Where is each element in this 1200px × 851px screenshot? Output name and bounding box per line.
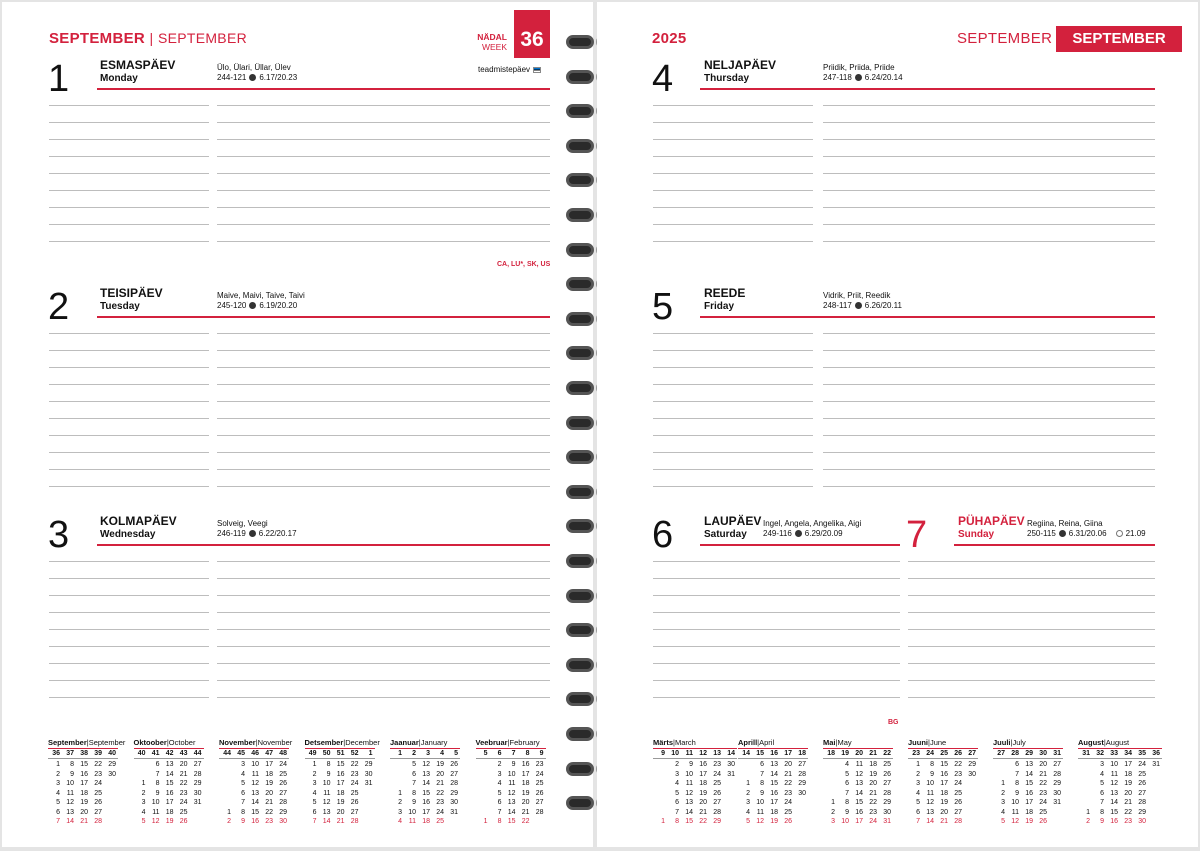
mini-calendar-weeks: 5 6 7 8 9 xyxy=(483,750,544,757)
mini-calendar-title: Jaanuar|January xyxy=(390,738,448,747)
writing-line xyxy=(908,663,1155,664)
writing-line xyxy=(908,578,1155,579)
mini-calendar-row-days: 6 13 20 27 xyxy=(845,780,891,787)
mini-calendar-row-days: 4 11 18 25 xyxy=(845,761,891,768)
mini-calendar-row-days: 5 12 19 26 xyxy=(675,789,721,797)
mini-calendar-title: Aprill|April xyxy=(738,738,775,747)
mini-calendar-row-days: 2 9 16 23 30 xyxy=(398,799,458,806)
writing-line xyxy=(823,241,1155,242)
mini-calendar-row-days: 6 13 20 27 xyxy=(412,770,458,778)
writing-line xyxy=(653,190,813,191)
sunrise-icon xyxy=(249,74,256,81)
writing-line xyxy=(908,595,1155,596)
mini-calendar-row-days: 6 13 20 27 xyxy=(241,789,287,797)
mini-calendar-weeks: 23 24 25 26 27 xyxy=(912,750,976,757)
mini-calendar-row-days: 2 9 16 23 30 xyxy=(1086,818,1146,825)
mini-calendar-row-days: 7 14 21 28 xyxy=(845,789,891,797)
writing-line xyxy=(823,333,1155,334)
mini-calendar-row-days: 1 8 15 22 29 xyxy=(746,780,806,787)
mini-calendar-row-days: 1 8 15 22 29 xyxy=(1086,808,1146,816)
day-divider xyxy=(700,544,900,546)
writing-line xyxy=(217,207,550,208)
mini-calendar-row-days: 1 8 15 22 29 xyxy=(227,808,287,816)
day-name-et: ESMASPÄEV xyxy=(100,58,176,72)
mini-calendar-month xyxy=(476,738,546,827)
writing-line xyxy=(217,333,550,334)
day-info: 249-116 6.29/20.09 xyxy=(763,529,843,538)
mini-calendar-weeks: 14 15 16 17 18 xyxy=(742,750,806,757)
day-name-en: Saturday xyxy=(704,529,747,540)
writing-line xyxy=(49,469,209,470)
mini-calendar-row-days: 5 12 19 26 xyxy=(141,818,188,825)
namedays: Ülo, Ülari, Üllar, Ülev xyxy=(217,63,291,72)
mini-calendar-row-days: 2 9 16 23 xyxy=(497,761,544,768)
mini-calendar-row-days: 4 11 18 25 xyxy=(141,808,188,816)
mini-calendar-row-days: 1 8 15 22 29 xyxy=(831,799,891,806)
mini-calendar-row-days: 5 12 19 26 xyxy=(497,789,544,797)
writing-line xyxy=(908,612,1155,613)
writing-line xyxy=(217,139,550,140)
namedays: Ingel, Angela, Angelika, Aigi xyxy=(763,519,862,528)
writing-line xyxy=(217,241,550,242)
writing-line xyxy=(217,418,550,419)
mini-calendar-row-days: 2 9 16 23 30 xyxy=(56,770,116,778)
day-name-et: KOLMAPÄEV xyxy=(100,514,177,528)
writing-line xyxy=(823,384,1155,385)
mini-calendar-month xyxy=(219,738,292,827)
mini-calendar-row-days: 1 8 15 22 29 xyxy=(56,761,116,768)
writing-line xyxy=(217,612,550,613)
namedays: Solveig, Veegi xyxy=(217,519,268,528)
sunrise-icon xyxy=(795,530,802,537)
writing-line xyxy=(653,663,900,664)
mini-calendar-row-days: 7 14 21 28 xyxy=(56,818,102,825)
mini-calendar-title: September|September xyxy=(48,738,126,747)
writing-line xyxy=(823,122,1155,123)
writing-line xyxy=(908,680,1155,681)
mini-calendar-row-days: 7 14 21 28 xyxy=(760,770,806,778)
mini-calendar-month xyxy=(653,738,737,827)
writing-line xyxy=(823,350,1155,351)
writing-line xyxy=(823,105,1155,106)
mini-calendar-month xyxy=(993,738,1063,827)
mini-calendar-month xyxy=(134,738,204,827)
mini-calendar-row-days: 7 14 21 28 xyxy=(675,808,721,816)
writing-line xyxy=(823,435,1155,436)
right-page xyxy=(597,2,1198,847)
mini-calendar-weeks: 9 10 11 12 13 14 xyxy=(661,750,735,757)
mini-calendar-row-days: 5 12 19 26 xyxy=(1001,818,1047,825)
writing-line xyxy=(217,697,550,698)
mini-calendar-month xyxy=(823,738,893,827)
week-number-badge: 36 xyxy=(514,10,550,58)
writing-line xyxy=(653,578,900,579)
writing-line xyxy=(217,452,550,453)
mini-calendar-row-days: 4 11 18 25 xyxy=(1001,808,1047,816)
mini-calendar-row-days: 3 10 17 24 31 xyxy=(675,770,735,778)
mini-calendar-row-days: 7 14 21 28 xyxy=(412,780,458,787)
writing-line xyxy=(49,595,209,596)
writing-line xyxy=(653,469,813,470)
mini-calendar-row-days: 3 10 17 24 xyxy=(746,799,792,806)
mini-calendar-row-days: 6 13 20 27 xyxy=(1100,789,1146,797)
day-divider xyxy=(700,88,1155,90)
country-holidays: BG xyxy=(888,719,899,726)
mini-calendar-title: Märts|March xyxy=(653,738,696,747)
mini-calendar-title: Detsember|December xyxy=(304,738,380,747)
sunrise-icon xyxy=(1059,530,1066,537)
writing-line xyxy=(217,486,550,487)
mini-calendar-row-days: 6 13 20 27 xyxy=(56,808,102,816)
day-info: 248-117 6.26/20.11 xyxy=(823,301,902,310)
mini-calendar-row-days: 1 8 15 22 29 xyxy=(661,818,721,825)
writing-line xyxy=(217,435,550,436)
writing-line xyxy=(823,207,1155,208)
mini-calendar-weeks: 44 45 46 47 48 xyxy=(223,750,287,757)
writing-line xyxy=(908,629,1155,630)
writing-line xyxy=(653,224,813,225)
writing-line xyxy=(49,105,209,106)
writing-line xyxy=(823,469,1155,470)
mini-calendar-title: Mai|May xyxy=(823,738,852,747)
day-info: 247-118 6.24/20.14 xyxy=(823,73,903,82)
mini-calendar-row-days: 6 13 20 27 xyxy=(916,808,962,816)
mini-calendar-row-days: 4 11 18 25 xyxy=(241,770,287,778)
namedays: Vidrik, Priit, Reedik xyxy=(823,291,891,300)
namedays: Maive, Maivi, Taive, Taivi xyxy=(217,291,305,300)
writing-line xyxy=(653,367,813,368)
writing-line xyxy=(49,173,209,174)
day-number: 5 xyxy=(652,286,674,328)
day-number: 4 xyxy=(652,58,674,100)
writing-line xyxy=(653,612,900,613)
writing-line xyxy=(217,384,550,385)
full-moon-icon xyxy=(1116,530,1123,537)
mini-calendar-month xyxy=(305,738,380,827)
mini-calendar-row-days: 6 13 20 27 xyxy=(155,761,202,768)
writing-line xyxy=(823,486,1155,487)
writing-line xyxy=(653,241,813,242)
mini-calendar-row-days: 6 13 20 27 xyxy=(760,761,806,768)
writing-line xyxy=(49,139,209,140)
writing-line xyxy=(823,139,1155,140)
writing-line xyxy=(823,156,1155,157)
mini-calendar-weeks: 18 19 20 21 22 xyxy=(827,750,891,757)
writing-line xyxy=(653,105,813,106)
year-label: 2025 xyxy=(652,30,687,47)
mini-calendar-weeks: 40 41 42 43 44 xyxy=(137,750,202,757)
mini-calendar-row-days: 7 14 21 28 xyxy=(312,818,359,825)
mini-calendar-row-days: 6 13 20 27 xyxy=(497,799,544,806)
day-number: 7 xyxy=(906,514,928,556)
day-name-et: LAUPÄEV xyxy=(704,514,762,528)
writing-line xyxy=(217,663,550,664)
writing-line xyxy=(49,367,209,368)
sunrise-icon xyxy=(249,530,256,537)
mini-calendar-row-days: 3 10 17 24 31 xyxy=(398,808,458,816)
left-page xyxy=(2,2,593,847)
writing-line xyxy=(653,486,813,487)
mini-calendar-row-days: 4 11 18 25 xyxy=(398,818,444,825)
writing-line xyxy=(823,190,1155,191)
day-name-en: Sunday xyxy=(958,529,995,540)
writing-line xyxy=(217,561,550,562)
writing-line xyxy=(653,561,900,562)
mini-calendar-weeks: 1 2 3 4 5 xyxy=(398,750,458,757)
writing-line xyxy=(49,122,209,123)
day-name-et: TEISIPÄEV xyxy=(100,286,163,300)
day-number: 3 xyxy=(48,514,70,556)
mini-calendar-row-days: 7 14 21 28 xyxy=(155,770,202,778)
mini-calendar-row-days: 3 10 17 24 31 xyxy=(141,799,202,806)
day-name-et: NELJAPÄEV xyxy=(704,58,777,72)
day-name-en: Wednesday xyxy=(100,529,156,540)
day-name-et: REEDE xyxy=(704,286,746,300)
writing-line xyxy=(49,629,209,630)
writing-line xyxy=(908,697,1155,698)
writing-line xyxy=(49,452,209,453)
mini-calendar-row-days: 1 8 15 22 xyxy=(483,818,530,825)
month-et: SEPTEMBER xyxy=(49,30,146,47)
writing-line xyxy=(217,469,550,470)
writing-line xyxy=(49,486,209,487)
mini-calendar-row-days: 7 14 21 28 xyxy=(1015,770,1061,778)
estonian-flag-icon xyxy=(533,67,541,73)
writing-line xyxy=(49,663,209,664)
namedays: Regiina, Reina, Giina xyxy=(1027,519,1103,528)
writing-line xyxy=(217,629,550,630)
day-divider xyxy=(97,544,550,546)
writing-line xyxy=(49,401,209,402)
mini-calendar-weeks: 36 37 38 39 40 xyxy=(52,750,116,757)
writing-line xyxy=(217,190,550,191)
mini-calendar-weeks: 49 50 51 52 1 xyxy=(308,750,373,757)
mini-calendar-row-days: 6 13 20 27 xyxy=(675,799,721,806)
writing-line xyxy=(653,435,813,436)
mini-calendar-month xyxy=(908,738,978,827)
mini-calendar-weeks: 31 32 33 34 35 36 xyxy=(1082,750,1160,757)
sunrise-icon xyxy=(855,74,862,81)
writing-line xyxy=(653,333,813,334)
writing-line xyxy=(49,435,209,436)
mini-calendar-row-days: 4 11 18 25 xyxy=(675,780,721,787)
writing-line xyxy=(217,173,550,174)
writing-line xyxy=(217,680,550,681)
day-info: 245-120 6.19/20.20 xyxy=(217,301,298,310)
mini-calendar-title: August|August xyxy=(1078,738,1130,747)
writing-line xyxy=(653,646,900,647)
mini-calendar-title: Juuli|July xyxy=(993,738,1026,747)
sunrise-icon xyxy=(855,302,862,309)
mini-calendar-row-days: 5 12 19 26 xyxy=(312,799,359,806)
writing-line xyxy=(217,646,550,647)
writing-line xyxy=(823,452,1155,453)
mini-calendar-row-days: 5 12 19 26 xyxy=(746,818,792,825)
mini-calendar-row-days: 4 11 18 25 xyxy=(56,789,102,797)
mini-calendar-row-days: 2 9 16 23 30 xyxy=(227,818,287,825)
day-number: 6 xyxy=(652,514,674,556)
mini-calendar-row-days: 6 13 20 27 xyxy=(312,808,359,816)
mini-calendar-row-days: 4 11 18 25 xyxy=(497,780,544,787)
writing-line xyxy=(653,697,900,698)
writing-line xyxy=(217,224,550,225)
mini-calendar-row-days: 3 10 17 24 31 xyxy=(1001,799,1061,806)
day-info: 246-119 6.22/20.17 xyxy=(217,529,297,538)
writing-line xyxy=(653,629,900,630)
writing-line xyxy=(217,350,550,351)
mini-calendar-month xyxy=(390,738,460,827)
mini-calendar-row-days: 6 13 20 27 xyxy=(1015,761,1061,768)
mini-calendar-row-days: 1 8 15 22 29 xyxy=(141,780,202,787)
mini-calendar-row-days: 4 11 18 25 xyxy=(746,808,792,816)
mini-calendar-row-days: 5 12 19 26 xyxy=(241,780,287,787)
writing-line xyxy=(49,612,209,613)
mini-calendar-row-days: 2 9 16 23 30 xyxy=(831,808,891,816)
writing-line xyxy=(653,595,900,596)
mini-calendar-row-days: 2 9 16 23 30 xyxy=(312,770,373,778)
mini-calendar-month xyxy=(48,738,125,827)
writing-line xyxy=(49,156,209,157)
mini-calendar-title: Oktoober|October xyxy=(133,738,196,747)
mini-calendar-row-days: 4 11 18 25 xyxy=(312,789,359,797)
namedays: Priidik, Priida, Priide xyxy=(823,63,895,72)
writing-line xyxy=(653,173,813,174)
writing-line xyxy=(653,384,813,385)
day-divider xyxy=(700,316,1155,318)
week-label: NÄDAL WEEK xyxy=(477,32,507,52)
writing-line xyxy=(653,122,813,123)
writing-line xyxy=(653,452,813,453)
writing-line xyxy=(217,578,550,579)
mini-calendar-row-days: 3 10 17 24 xyxy=(497,770,544,778)
day-name-en: Friday xyxy=(704,301,735,312)
writing-line xyxy=(823,173,1155,174)
writing-line xyxy=(653,350,813,351)
mini-calendar-row-days: 7 14 21 28 xyxy=(1100,799,1146,806)
day-info: 244-121 6.17/20.23 xyxy=(217,73,298,82)
writing-line xyxy=(217,105,550,106)
mini-calendar-row-days: 3 10 17 24 31 xyxy=(312,780,373,787)
mini-calendar-row-days: 5 12 19 26 xyxy=(56,799,102,806)
mini-calendar-row-days: 3 10 17 24 xyxy=(241,761,287,768)
writing-line xyxy=(823,367,1155,368)
day-divider xyxy=(954,544,1155,546)
writing-line xyxy=(908,646,1155,647)
day-name-en: Thursday xyxy=(704,73,750,84)
writing-line xyxy=(49,224,209,225)
mini-calendar-row-days: 7 14 21 28 xyxy=(916,818,962,825)
writing-line xyxy=(823,401,1155,402)
mini-calendar-month xyxy=(738,738,808,827)
writing-line xyxy=(653,680,900,681)
writing-line xyxy=(653,401,813,402)
mini-calendar-row-days: 3 10 17 24 xyxy=(916,780,962,787)
writing-line xyxy=(653,418,813,419)
month-en-badge: SEPTEMBER xyxy=(1056,26,1182,52)
holiday-note: teadmistepäev xyxy=(478,65,541,74)
mini-calendar-title: Veebruar|February xyxy=(475,738,540,747)
day-name-en: Tuesday xyxy=(100,301,140,312)
mini-calendar-row-days: 2 9 16 23 30 xyxy=(141,789,202,797)
day-name-et: PÜHAPÄEV xyxy=(958,514,1025,528)
mini-calendar-row-days: 4 11 18 25 xyxy=(1100,770,1146,778)
day-divider xyxy=(97,316,550,318)
writing-line xyxy=(908,561,1155,562)
writing-line xyxy=(217,367,550,368)
day-name-en: Monday xyxy=(100,73,138,84)
writing-line xyxy=(49,384,209,385)
writing-line xyxy=(653,156,813,157)
writing-line xyxy=(217,122,550,123)
writing-line xyxy=(217,156,550,157)
mini-calendar-month xyxy=(1078,738,1162,827)
mini-calendar-row-days: 1 8 15 22 29 xyxy=(916,761,976,768)
mini-calendar-row-days: 7 14 21 28 xyxy=(497,808,544,816)
mini-calendar-row-days: 5 12 19 26 xyxy=(845,770,891,778)
mini-calendar-row-days: 7 14 21 28 xyxy=(241,799,287,806)
mini-calendar-row-days: 5 12 19 26 xyxy=(1100,780,1146,787)
writing-line xyxy=(49,578,209,579)
mini-calendar-row-days: 5 12 19 26 xyxy=(916,799,962,806)
writing-line xyxy=(217,595,550,596)
writing-line xyxy=(49,418,209,419)
day-number: 2 xyxy=(48,286,70,328)
country-holidays: CA, LU*, SK, US xyxy=(497,261,551,268)
mini-calendar-row-days: 2 9 16 23 30 xyxy=(916,770,976,778)
mini-calendar-title: Juuni|June xyxy=(908,738,947,747)
writing-line xyxy=(217,401,550,402)
writing-line xyxy=(823,224,1155,225)
page-title-left: SEPTEMBER | SEPTEMBER xyxy=(49,30,247,47)
mini-calendar-row-days: 1 8 15 22 29 xyxy=(398,789,458,797)
mini-calendar-row-days: 2 9 16 23 30 xyxy=(746,789,806,797)
mini-calendar-row-days: 5 12 19 26 xyxy=(412,761,458,768)
writing-line xyxy=(49,561,209,562)
mini-calendar-weeks: 27 28 29 30 31 xyxy=(997,750,1061,757)
sunrise-icon xyxy=(249,302,256,309)
month-en: SEPTEMBER xyxy=(157,30,247,46)
writing-line xyxy=(49,697,209,698)
mini-calendar-row-days: 4 11 18 25 xyxy=(916,789,962,797)
mini-calendar-row-days: 1 8 15 22 29 xyxy=(312,761,373,768)
writing-line xyxy=(49,350,209,351)
writing-line xyxy=(49,680,209,681)
mini-calendar-row-days: 1 8 15 22 29 xyxy=(1001,780,1061,787)
writing-line xyxy=(49,333,209,334)
writing-line xyxy=(49,207,209,208)
writing-line xyxy=(653,207,813,208)
writing-line xyxy=(49,241,209,242)
mini-calendar-row-days: 3 10 17 24 xyxy=(56,780,102,787)
day-info: 250-115 6.31/20.06 21.09 xyxy=(1027,529,1146,538)
writing-line xyxy=(823,418,1155,419)
mini-calendar-row-days: 2 9 16 23 30 xyxy=(675,761,735,768)
mini-calendar-title: November|November xyxy=(219,738,293,747)
mini-calendar-row-days: 3 10 17 24 31 xyxy=(1100,761,1160,768)
day-divider xyxy=(97,88,550,90)
writing-line xyxy=(49,646,209,647)
writing-line xyxy=(653,139,813,140)
mini-calendar-row-days: 2 9 16 23 30 xyxy=(1001,789,1061,797)
mini-calendar-row-days: 3 10 17 24 31 xyxy=(831,818,891,825)
month-et: SEPTEMBER xyxy=(957,30,1053,47)
day-number: 1 xyxy=(48,58,70,100)
writing-line xyxy=(49,190,209,191)
